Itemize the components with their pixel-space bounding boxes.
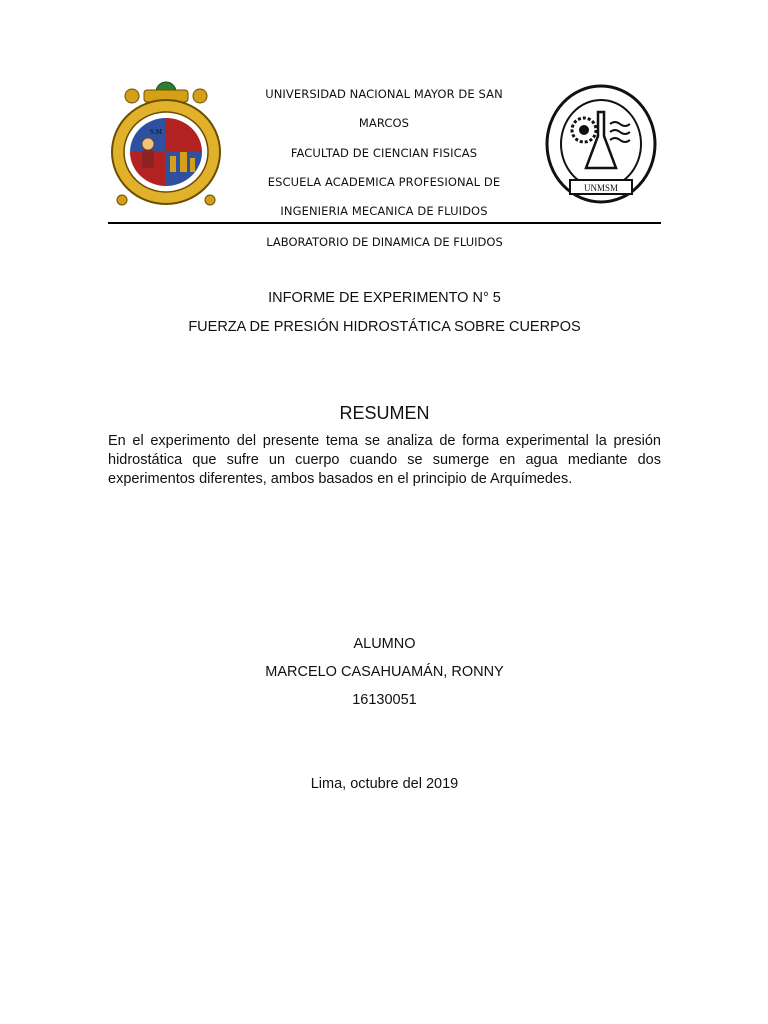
author-name: MARCELO CASAHUAMÁN, RONNY [265,664,504,680]
fluid-mechanics-seal-icon [542,82,660,212]
abstract-body: En el experimento del presente tema se analiza de forma experimental la presión hidrostática que sufre un cuerpo cuando se sumerge en agua mediante dos experimentos diferentes, ambos basados en el principio de Arquímedes. [108,433,661,487]
header-line-university: UNIVERSIDAD NACIONAL MAYOR DE SAN [265,87,503,101]
place-date: Lima, octubre del 2019 [310,776,459,792]
university-crest-icon [104,78,228,216]
abstract-heading: RESUMEN [339,403,430,423]
crest-sm-text: S.M [150,128,162,136]
author-code: 16130051 [352,692,417,708]
header-line-school: ESCUELA ACADEMICA PROFESIONAL DE [267,174,501,189]
report-number: INFORME DE EXPERIMENTO N° 5 [268,290,501,306]
header-line-marcos: MARCOS [358,116,410,131]
header-line-faculty: FACULTAD DE CIENCIAN FISICAS [290,145,478,160]
header-line-program: INGENIERIA MECANICA DE FLUIDOS [280,204,488,219]
report-title: FUERZA DE PRESIÓN HIDROSTÁTICA SOBRE CUERPOS [188,319,581,335]
lab-name: LABORATORIO DE DINAMICA DE FLUIDOS [266,235,503,249]
header-divider [108,222,661,224]
university-header [232,80,536,226]
author-label: ALUMNO [353,636,416,652]
seal-unmsm-text: UNMSM [583,183,619,193]
